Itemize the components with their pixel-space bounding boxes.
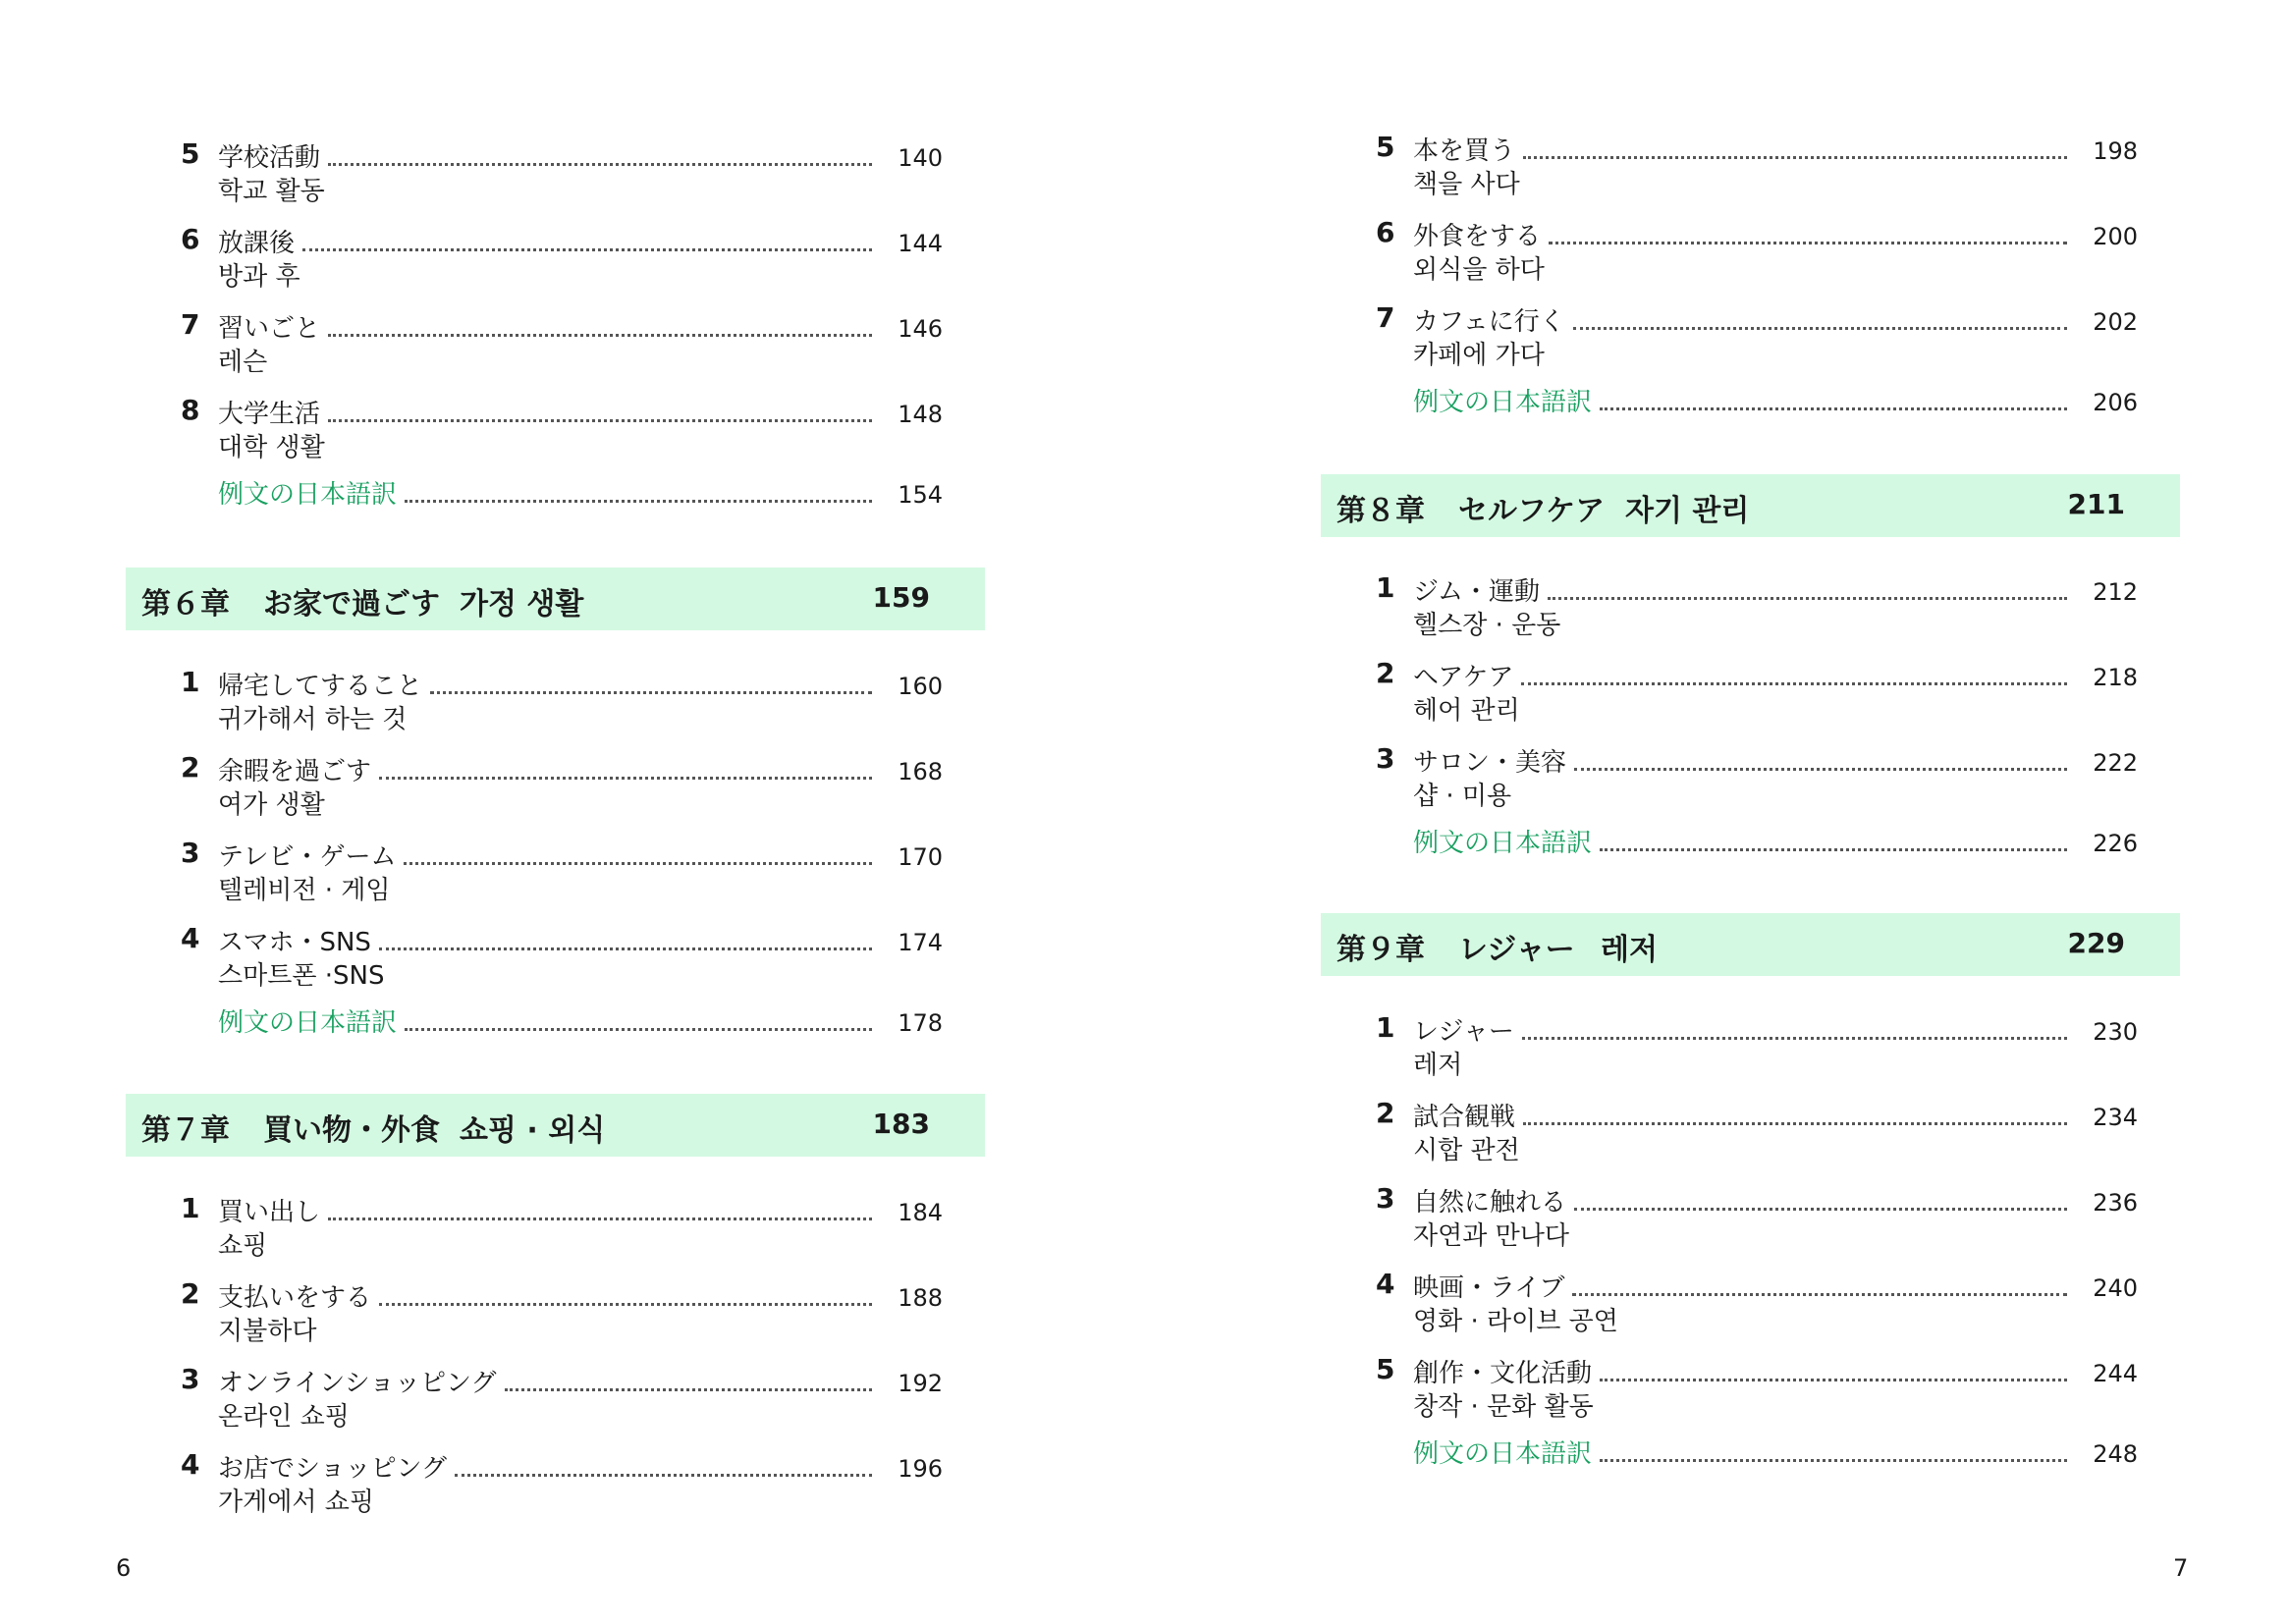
entry-page: 244	[2093, 1360, 2138, 1387]
toc-entry[interactable]	[1321, 1353, 2185, 1422]
entry-subtitle: 영화 · 라이브 공연	[1413, 1307, 1618, 1336]
entry-title: オンラインショッピング	[218, 1369, 497, 1398]
dot-leader	[1523, 156, 2067, 159]
entry-title: 支払いをする	[218, 1283, 372, 1313]
entry-subtitle: 헬스장 · 운동	[1413, 611, 1561, 640]
entry-page: 148	[898, 401, 943, 428]
entry-number: 2	[181, 751, 200, 784]
dot-leader	[1600, 1459, 2067, 1462]
toc-entry[interactable]	[126, 666, 990, 734]
toc-entry[interactable]	[126, 394, 990, 462]
entry-page: 206	[2093, 389, 2138, 416]
translation-title: 例文の日本語訳	[218, 480, 398, 510]
entry-title: 試合観戦	[1413, 1103, 1516, 1132]
entry-page: 170	[898, 843, 943, 871]
dot-leader	[1574, 768, 2067, 771]
entry-title: テレビ・ゲーム	[218, 842, 397, 872]
chapter-header[interactable]	[126, 1094, 985, 1157]
entry-title: 学校活動	[218, 143, 321, 173]
dot-leader	[505, 1388, 872, 1391]
dot-leader	[1523, 1122, 2067, 1125]
entry-page: 146	[898, 315, 943, 343]
translation-title: 例文の日本語訳	[1413, 829, 1593, 858]
entry-number: 4	[1376, 1268, 1395, 1300]
entry-subtitle: 가게에서 쇼핑	[218, 1488, 374, 1517]
entry-subtitle: 지불하다	[218, 1317, 317, 1346]
entry-subtitle: 책을 사다	[1413, 170, 1520, 199]
entry-title: レジャー	[1413, 1017, 1514, 1047]
entry-title: 放課後	[218, 229, 296, 258]
entry-subtitle: 텔레비전 · 게임	[218, 876, 391, 905]
entry-title: 帰宅してすること	[218, 672, 423, 701]
chapter-title-ko: 쇼핑 · 외식	[460, 1113, 606, 1148]
entry-number: 6	[181, 223, 200, 255]
entry-page: 184	[898, 1199, 943, 1226]
dot-leader	[1573, 327, 2067, 330]
toc-entry[interactable]	[126, 137, 990, 206]
entry-page: 198	[2093, 137, 2138, 165]
entry-page: 240	[2093, 1274, 2138, 1302]
entry-number: 1	[1376, 571, 1395, 604]
entry-subtitle: 스마트폰 ·SNS	[218, 961, 385, 991]
translation-title: 例文の日本語訳	[218, 1008, 398, 1038]
chapter-title-ko: 자기 관리	[1625, 494, 1750, 528]
chapter-page: 229	[2067, 927, 2125, 959]
entry-page: 160	[898, 673, 943, 700]
toc-entry[interactable]	[126, 837, 990, 905]
chapter-title-ja: 買い物・外食	[263, 1113, 440, 1148]
chapter-header[interactable]	[1321, 474, 2180, 537]
toc-translation-entry[interactable]	[1321, 382, 2185, 451]
dot-leader	[328, 163, 872, 166]
entry-number: 5	[181, 137, 200, 170]
entry-subtitle: 방과 후	[218, 262, 300, 292]
entry-page: 174	[898, 929, 943, 956]
entry-title: 自然に触れる	[1413, 1188, 1567, 1218]
entry-page: 200	[2093, 223, 2138, 250]
entry-title: 外食をする	[1413, 222, 1542, 251]
dot-leader	[379, 1303, 872, 1306]
dot-leader	[328, 334, 872, 337]
chapter-label: 第８章	[1336, 494, 1425, 528]
entry-page: 188	[898, 1284, 943, 1312]
entry-subtitle: 시합 관전	[1413, 1136, 1520, 1165]
dot-leader	[1574, 1208, 2067, 1211]
entry-subtitle: 자연과 만나다	[1413, 1221, 1569, 1251]
entry-subtitle: 레저	[1413, 1051, 1463, 1080]
entry-title: お店でショッピング	[218, 1454, 447, 1484]
entry-title: 余暇を過ごす	[218, 757, 372, 786]
dot-leader	[430, 691, 872, 694]
entry-page: 144	[898, 230, 943, 257]
dot-leader	[1521, 682, 2067, 685]
toc-entry[interactable]	[126, 308, 990, 377]
chapter-label: 第９章	[1336, 933, 1425, 967]
toc-entry[interactable]	[1321, 742, 2185, 811]
entry-number: 2	[181, 1277, 200, 1310]
chapter-header[interactable]	[1321, 913, 2180, 976]
entry-number: 4	[181, 922, 200, 954]
toc-entry[interactable]	[1321, 301, 2185, 370]
dot-leader	[405, 1028, 872, 1031]
dot-leader	[1600, 407, 2067, 410]
entry-page: 234	[2093, 1104, 2138, 1131]
entry-number: 5	[1376, 1353, 1395, 1385]
entry-page: 196	[898, 1455, 943, 1483]
dot-leader	[455, 1474, 872, 1477]
dot-leader	[379, 777, 872, 780]
entry-page: 168	[898, 758, 943, 785]
translation-title: 例文の日本語訳	[1413, 388, 1593, 417]
entry-title: ジム・運動	[1413, 577, 1540, 607]
entry-number: 7	[1376, 301, 1395, 334]
entry-subtitle: 샵 · 미용	[1413, 782, 1512, 811]
entry-number: 8	[181, 394, 200, 426]
page-number: 7	[2173, 1554, 2189, 1582]
chapter-page: 183	[872, 1108, 930, 1140]
entry-subtitle: 학교 활동	[218, 177, 325, 206]
chapter-title-ko: 레저	[1601, 933, 1658, 967]
entry-title: 習いごと	[218, 314, 321, 344]
dot-leader	[328, 1218, 872, 1220]
entry-page: 230	[2093, 1018, 2138, 1046]
toc-entry[interactable]	[1321, 1011, 2185, 1080]
entry-page: 202	[2093, 308, 2138, 336]
entry-title: 本を買う	[1413, 136, 1516, 166]
entry-subtitle: 창작 · 문화 활동	[1413, 1392, 1594, 1422]
dot-leader	[328, 419, 872, 422]
entry-title: スマホ・SNS	[218, 928, 371, 957]
dot-leader	[1572, 1293, 2067, 1296]
toc-entry[interactable]	[126, 1448, 990, 1517]
page-number: 6	[116, 1554, 132, 1582]
chapter-page: 159	[872, 581, 930, 614]
toc-entry[interactable]	[1321, 1268, 2185, 1336]
dot-leader	[404, 862, 872, 865]
entry-title: 大学生活	[218, 400, 321, 429]
dot-leader	[379, 947, 872, 950]
entry-subtitle: 카페에 가다	[1413, 341, 1545, 370]
toc-entry[interactable]	[126, 1363, 990, 1432]
dot-leader	[1549, 242, 2067, 244]
toc-translation-entry[interactable]	[1321, 1434, 2185, 1502]
entry-title: 創作・文化活動	[1413, 1359, 1593, 1388]
entry-subtitle: 온라인 쇼핑	[218, 1402, 350, 1432]
entry-number: 3	[1376, 1182, 1395, 1215]
entry-number: 1	[1376, 1011, 1395, 1044]
chapter-title-ja: レジャー	[1458, 933, 1575, 967]
dot-leader	[405, 500, 872, 503]
dot-leader	[1600, 1379, 2067, 1381]
entry-page: 218	[2093, 664, 2138, 691]
left-page	[116, 0, 990, 1624]
toc-translation-entry[interactable]	[126, 474, 990, 543]
toc-entry[interactable]	[1321, 571, 2185, 640]
entry-title: サロン・美容	[1413, 748, 1567, 778]
toc-entry[interactable]	[126, 223, 990, 292]
toc-entry[interactable]	[126, 922, 990, 991]
chapter-title-ja: セルフケア	[1458, 494, 1606, 528]
entry-page: 212	[2093, 578, 2138, 606]
entry-number: 6	[1376, 216, 1395, 248]
toc-entry[interactable]	[126, 751, 990, 820]
toc-entry[interactable]	[1321, 657, 2185, 726]
entry-page: 226	[2093, 830, 2138, 857]
entry-page: 236	[2093, 1189, 2138, 1217]
chapter-label: 第６章	[141, 587, 230, 622]
entry-page: 154	[898, 481, 943, 509]
entry-page: 140	[898, 144, 943, 172]
entry-subtitle: 외식을 하다	[1413, 255, 1545, 285]
dot-leader	[1522, 1037, 2067, 1040]
entry-number: 1	[181, 1192, 200, 1224]
entry-number: 2	[1376, 657, 1395, 689]
toc-translation-entry[interactable]	[1321, 823, 2185, 892]
chapter-page: 211	[2067, 488, 2125, 520]
right-page	[1321, 0, 2189, 1624]
entry-page: 178	[898, 1009, 943, 1037]
entry-number: 4	[181, 1448, 200, 1481]
entry-subtitle: 헤어 관리	[1413, 696, 1520, 726]
entry-number: 7	[181, 308, 200, 341]
entry-number: 2	[1376, 1097, 1395, 1129]
toc-entry[interactable]	[126, 1277, 990, 1346]
entry-title: 買い出し	[218, 1198, 321, 1227]
toc-entry[interactable]	[1321, 131, 2185, 199]
dot-leader	[1600, 848, 2067, 851]
entry-page: 222	[2093, 749, 2138, 777]
entry-title: 映画・ライブ	[1413, 1273, 1565, 1303]
toc-entry[interactable]	[1321, 216, 2185, 285]
entry-subtitle: 여가 생활	[218, 790, 325, 820]
toc-entry[interactable]	[1321, 1182, 2185, 1251]
entry-title: ヘアケア	[1413, 663, 1514, 692]
entry-subtitle: 쇼핑	[218, 1231, 268, 1261]
dot-leader	[302, 248, 872, 251]
toc-entry[interactable]	[126, 1192, 990, 1261]
chapter-title-ko: 가정 생활	[460, 587, 584, 622]
entry-subtitle: 귀가해서 하는 것	[218, 705, 408, 734]
entry-number: 5	[1376, 131, 1395, 163]
chapter-header[interactable]	[126, 568, 985, 630]
chapter-title-ja: お家で過ごす	[263, 587, 440, 622]
entry-title: カフェに行く	[1413, 307, 1565, 337]
toc-translation-entry[interactable]	[126, 1002, 990, 1071]
entry-page: 248	[2093, 1440, 2138, 1468]
translation-title: 例文の日本語訳	[1413, 1439, 1593, 1469]
entry-number: 3	[181, 837, 200, 869]
entry-page: 192	[898, 1370, 943, 1397]
toc-entry[interactable]	[1321, 1097, 2185, 1165]
dot-leader	[1548, 597, 2067, 600]
entry-number: 3	[1376, 742, 1395, 775]
chapter-label: 第７章	[141, 1113, 230, 1148]
entry-number: 1	[181, 666, 200, 698]
entry-subtitle: 대학 생활	[218, 433, 325, 462]
entry-subtitle: 레슨	[218, 348, 268, 377]
entry-number: 3	[181, 1363, 200, 1395]
